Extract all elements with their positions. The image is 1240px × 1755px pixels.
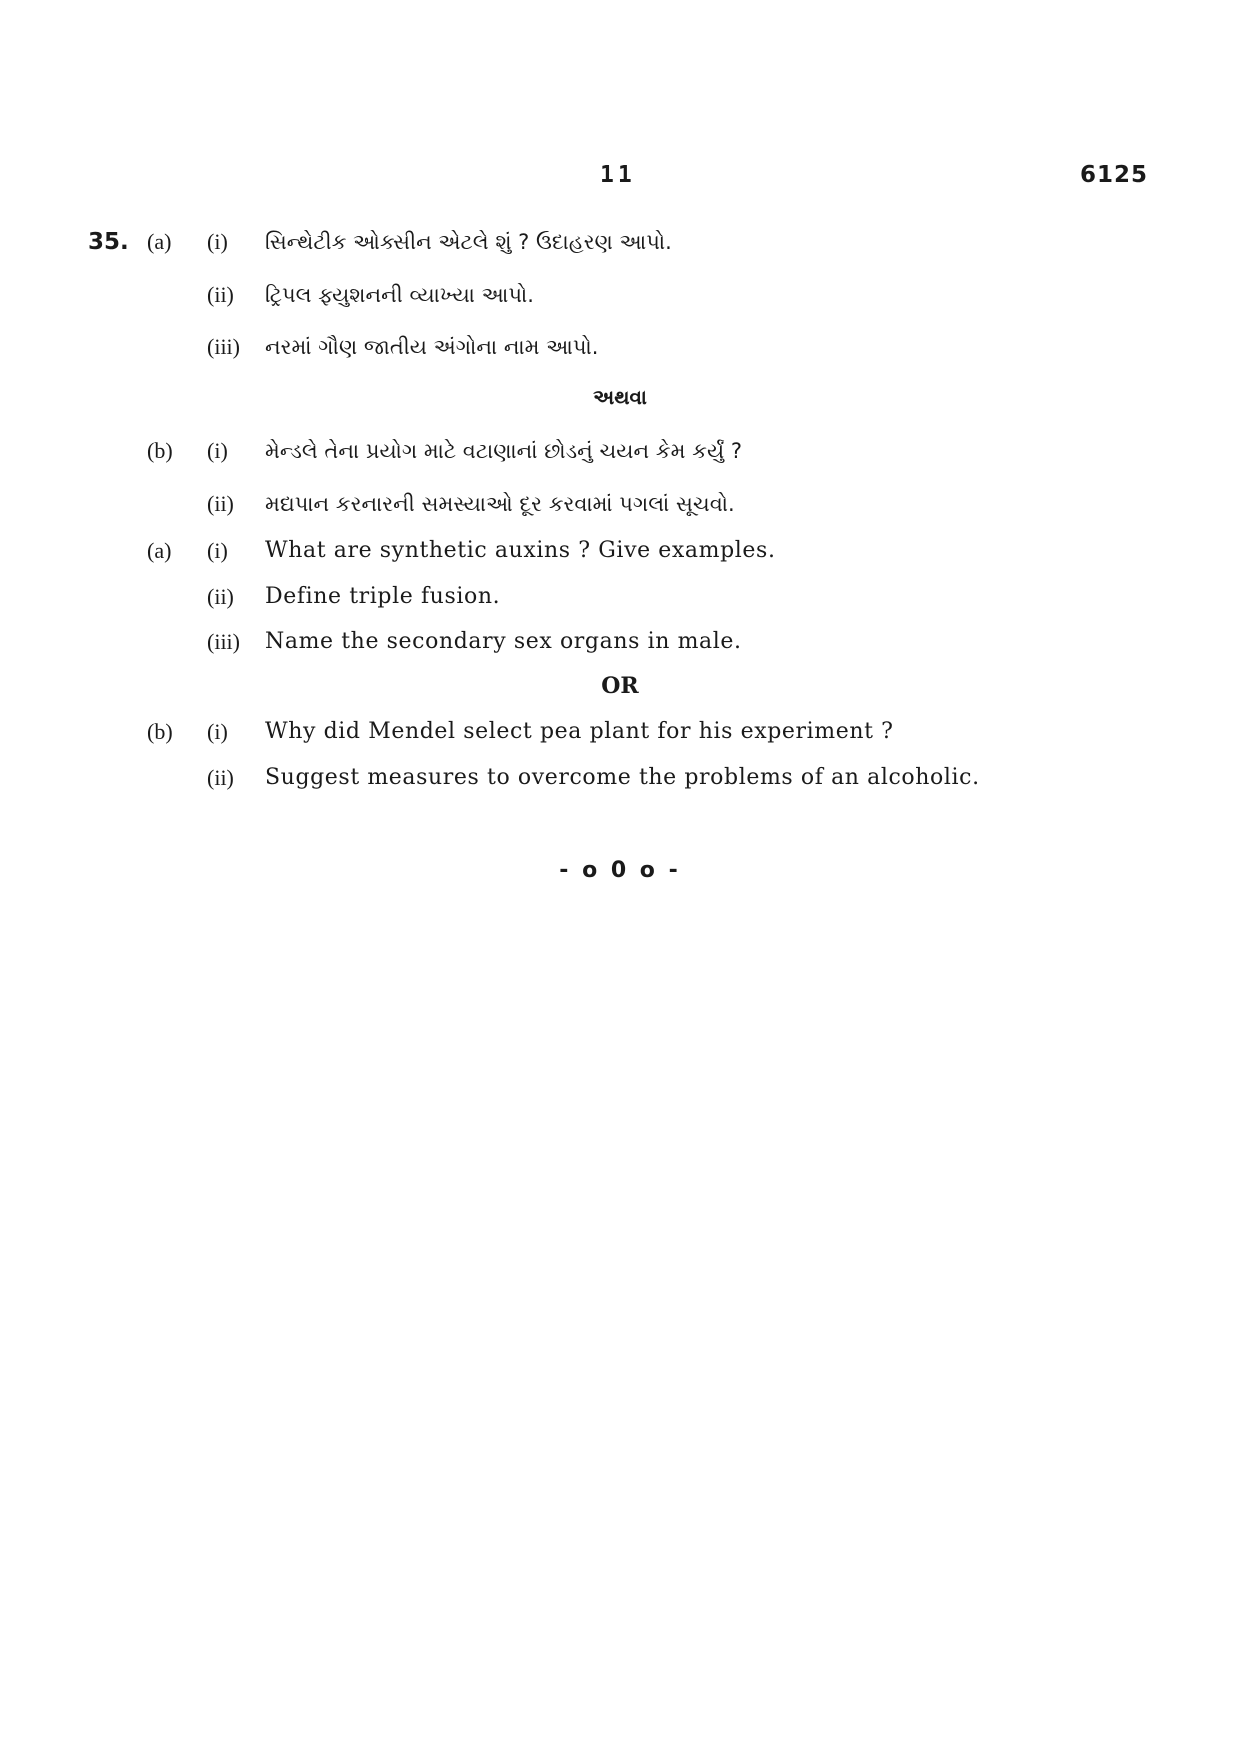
page-number: 11 — [600, 162, 636, 188]
subpart-number: (iii) — [207, 334, 240, 359]
part-label: (b) — [147, 438, 173, 463]
or-separator: OR — [601, 673, 639, 699]
question-text: નરમાં ગૌણ જાતીય અંગોના નામ આપો. — [265, 335, 599, 359]
part-label: (a) — [147, 229, 172, 254]
subpart-number: (i) — [207, 719, 228, 744]
subpart-number: (ii) — [207, 282, 234, 307]
subpart-number: (ii) — [207, 491, 234, 516]
or-separator: અથવા — [593, 385, 647, 409]
question-text: મદ્યપાન કરનારની સમસ્યાઓ દૂર કરવામાં પગલાં સૂચવો. — [265, 492, 735, 516]
subpart-number: (i) — [207, 229, 228, 254]
subpart-number: (iii) — [207, 629, 240, 654]
question-text: ટ્રિપલ ફ્યુશનની વ્યાખ્યા આપો. — [265, 283, 534, 307]
subpart-number: (ii) — [207, 584, 234, 609]
question-text: મેન્ડલે તેના પ્રયોગ માટે વટાણાનાં છોડનું ચયન કેમ કર્યું ? — [265, 439, 742, 463]
part-label: (b) — [147, 719, 173, 744]
question-text: Suggest measures to overcome the problems of an alcoholic. — [265, 765, 980, 790]
question-text: Define triple fusion. — [265, 584, 501, 609]
subpart-number: (i) — [207, 438, 228, 463]
subpart-number: (i) — [207, 538, 228, 563]
question-number: 35. — [88, 229, 129, 255]
subpart-number: (ii) — [207, 765, 234, 790]
question-text: Why did Mendel select pea plant for his experiment ? — [265, 719, 894, 744]
question-text: સિન્થેટીક ઓક્સીન એટલે શું ? ઉદાહરણ આપો. — [265, 230, 672, 254]
part-label: (a) — [147, 538, 172, 563]
paper-code: 6125 — [1079, 162, 1148, 188]
end-of-paper-mark: - o 0 o - — [559, 858, 681, 883]
question-text: Name the secondary sex organs in male. — [265, 629, 742, 654]
question-text: What are synthetic auxins ? Give examples. — [265, 538, 776, 563]
